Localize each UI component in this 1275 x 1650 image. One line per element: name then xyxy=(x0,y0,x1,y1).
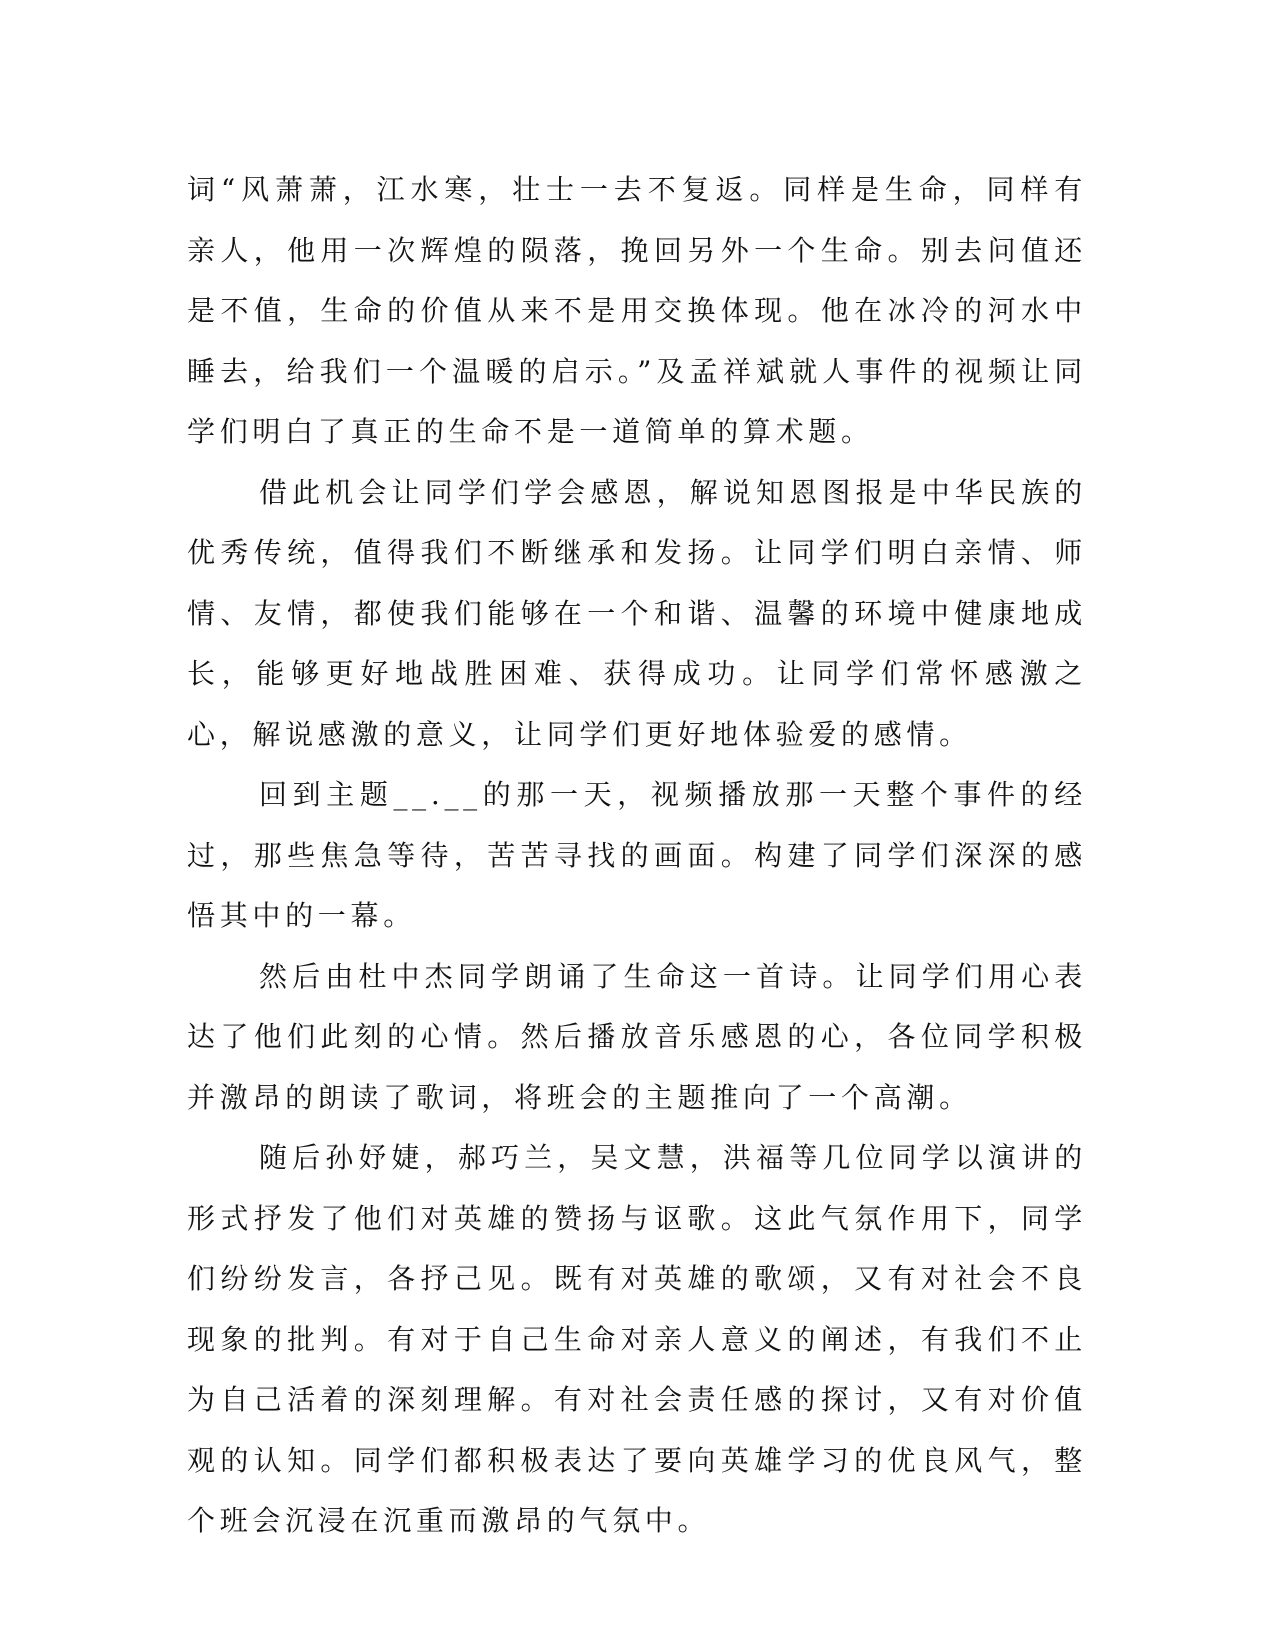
document-body xyxy=(187,160,1087,1552)
paragraph-4: 然后由杜中杰同学朗诵了生命这一首诗。让同学们用心表达了他们此刻的心情。然后播放音乐感恩的心，各位同学积极并激昂的朗读了歌词，将班会的主题推向了一个高潮。 xyxy=(187,959,1087,1114)
paragraph-2: 借此机会让同学们学会感恩，解说知恩图报是中华民族的优秀传统，值得我们不断继承和发扬。让同学们明白亲情、师情、友情，都使我们能够在一个和谐、温馨的环境中健康地成长，能够更好地战胜困难、获得成功。让同学们常怀感激之心，解说感激的意义，让同学们更好地体验爱的感情。 xyxy=(187,475,1087,751)
paragraph-3-before: 回到主题 xyxy=(259,778,394,811)
paragraph-3-after: 的那一天，视频播放那一天整个事件的经过，那些焦急等待，苦苦寻找的画面。构建了同学们深深的感悟其中的一幕。 xyxy=(187,778,1087,932)
paragraph-1: 词“风萧萧，江水寒，壮士一去不复返。同样是生命，同样有亲人，他用一次辉煌的陨落，挽回另外一个生命。别去问值还是不值，生命的价值从来不是用交换体现。他在冰冷的河水中睡去，给我们一个温暖的启示。”及孟祥斌就人事件的视频让同学们明白了真正的生命不是一道简单的算术题。 xyxy=(187,173,1087,448)
paragraph-5: 随后孙妤婕，郝巧兰，吴文慧，洪福等几位同学以演讲的形式抒发了他们对英雄的赞扬与讴歌。这此气氛作用下，同学们纷纷发言，各抒己见。既有对英雄的歌颂，又有对社会不良现象的批判。有对于自己生命对亲人意义的阐述，有我们不止为自己活着的深刻理解。有对社会责任感的探讨，又有对价值观的认知。同学们都积极表达了要向英雄学习的优良风气，整个班会沉浸在沉重而激昂的气氛中。 xyxy=(187,1141,1087,1537)
paragraph-3 xyxy=(187,765,1087,947)
fill-in-blank: __.__ xyxy=(393,778,482,811)
